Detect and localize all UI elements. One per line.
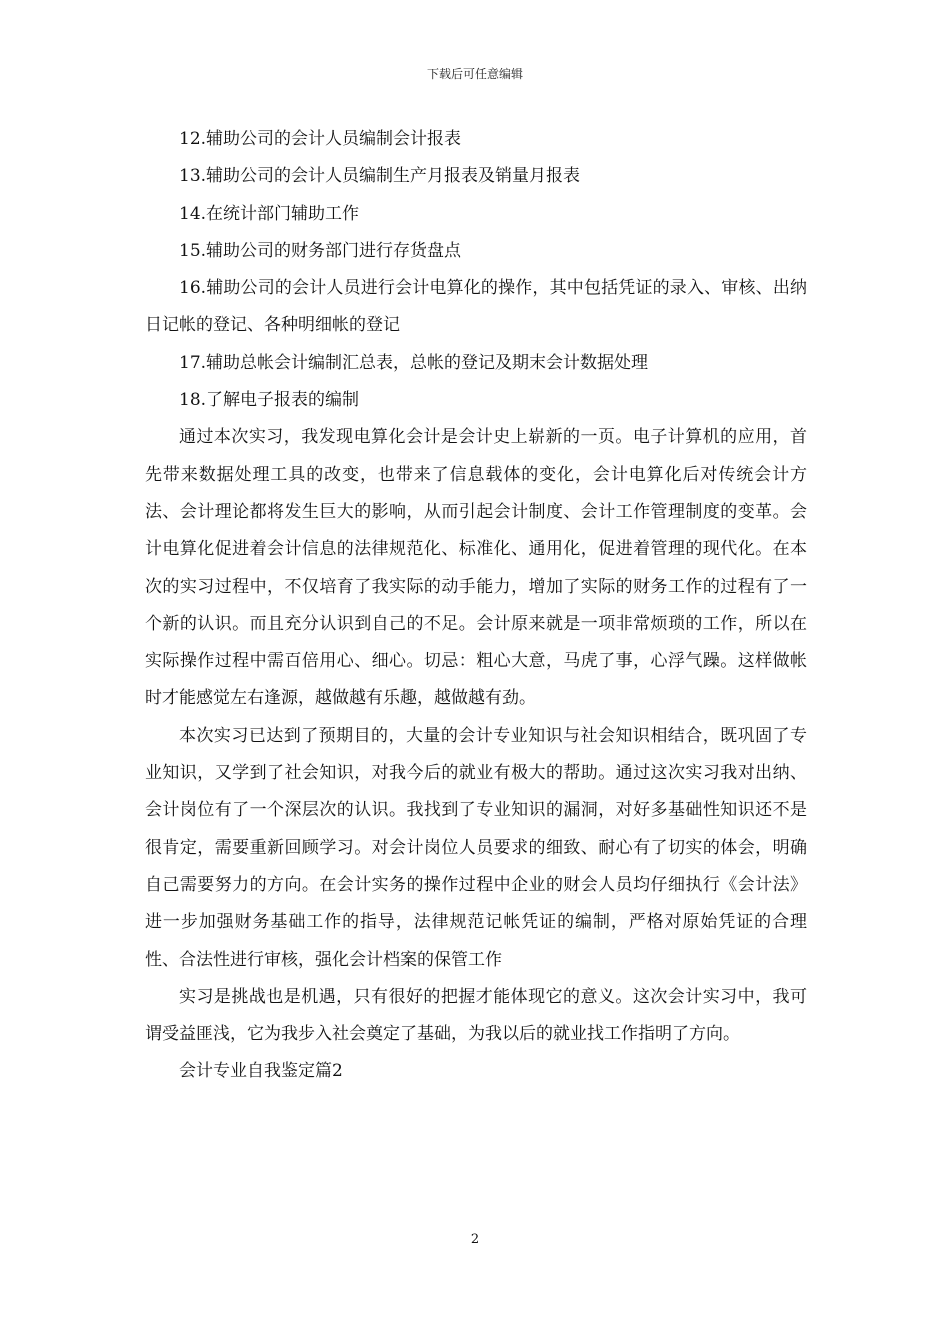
list-item-17: 17.辅助总帐会计编制汇总表，总帐的登记及期末会计数据处理 [179, 352, 649, 373]
section-heading: 会计专业自我鉴定篇2 [179, 1061, 343, 1082]
page-number: 2 [470, 1232, 480, 1247]
paragraph-reflection: 通过本次实习，我发现电算化会计是会计史上崭新的一页。电子计算机的应用，首先带来数据处理工具的改变，也带来了信息载体的变化，会计电算化后对传统会计方法、会计理论都将发生巨大的影响，从而引起会计制度、会计工作管理制度的变革。会计电算化促进着会计信息的法律规范化、标准化、通用化，促进着管理的现代化。在本次的实习过程中，不仅培育了我实际的动手能力，增加了实际的财务工作的过程有了一个新的认识。而且充分认识到自己的不足。会计原来就是一项非常烦琐的工作，所以在实际操作过程中需百倍用心、细心。切忌：粗心大意，马虎了事，心浮气躁。这样做帐时才能感觉左右逢源，越做越有乐趣，越做越有劲。 [145, 427, 807, 709]
page-header: 下载后可任意编辑 [426, 67, 523, 81]
list-item-14: 14.在统计部门辅助工作 [179, 203, 360, 224]
list-item-15: 15.辅助公司的财务部门进行存货盘点 [179, 240, 462, 261]
paragraph-summary: 本次实习已达到了预期目的，大量的会计专业知识与社会知识相结合，既巩固了专业知识，又学到了社会知识，对我今后的就业有极大的帮助。通过这次实习我对出纳、会计岗位有了一个深层次的认识。我找到了专业知识的漏洞，对好多基础性知识还不是很肯定，需要重新回顾学习。对会计岗位人员要求的细致、耐心有了切实的体会，明确自己需要努力的方向。在会计实务的操作过程中企业的财会人员均仔细执行《会计法》进一步加强财务基础工作的指导，法律规范记帐凭证的编制，严格对原始凭证的合理性、合法性进行审核，强化会计档案的保管工作 [145, 725, 807, 970]
list-item-16: 16.辅助公司的会计人员进行会计电算化的操作，其中包括凭证的录入、审核、出纳日记帐的登记、各种明细帐的登记 [145, 278, 807, 336]
document-body [145, 121, 807, 1091]
list-item-13: 13.辅助公司的会计人员编制生产月报表及销量月报表 [179, 166, 581, 187]
paragraph-conclusion: 实习是挑战也是机遇，只有很好的把握才能体现它的意义。这次会计实习中，我可谓受益匪浅，它为我步入社会奠定了基础，为我以后的就业找工作指明了方向。 [145, 986, 807, 1045]
list-item-12: 12.辅助公司的会计人员编制会计报表 [179, 129, 462, 149]
list-item-18: 18.了解电子报表的编制 [179, 390, 360, 411]
